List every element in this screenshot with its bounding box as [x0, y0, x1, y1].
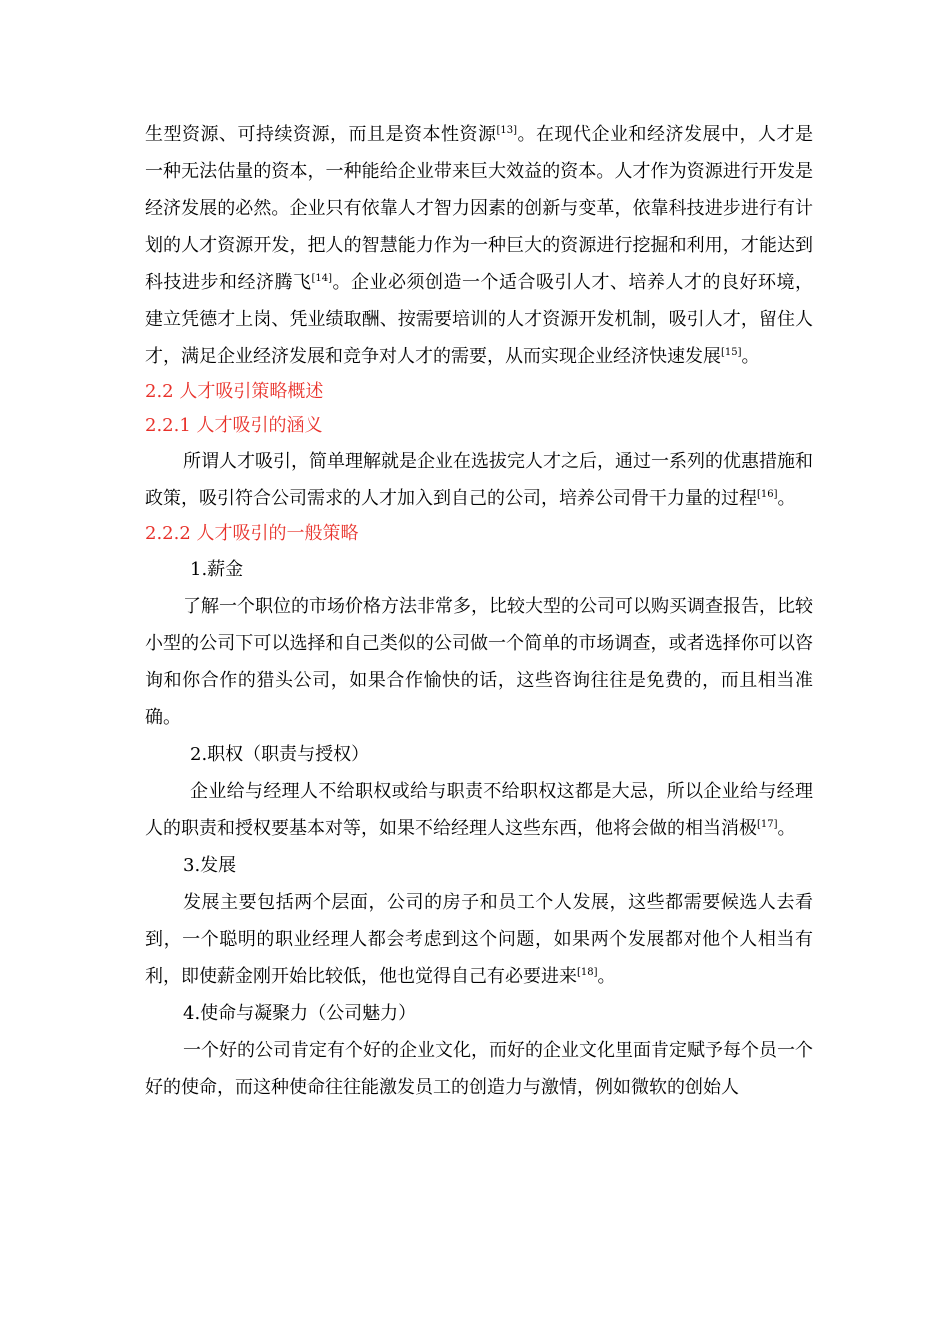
- citation-14: [14]: [311, 273, 333, 284]
- paragraph-text: 企业给与经理人不给职权或给与职责不给职权这都是大忌，所以企业给与经理人的职责和授权要基本对等，如果不给经理人这些东西，他将会做的相当消极: [145, 781, 813, 839]
- section-heading-2-2: 2.2 人才吸引策略概述: [145, 381, 324, 402]
- item-title-development: 3.发展: [183, 855, 237, 876]
- citation-18: [18]: [577, 967, 598, 978]
- paragraph-talent-resource: [145, 116, 813, 375]
- paragraph-definition: [145, 443, 813, 517]
- item-title-authority: 2.职权（职责与授权）: [190, 744, 370, 765]
- paragraph-text: 发展主要包括两个层面，公司的房子和员工个人发展，这些都需要候选人去看到，一个聪明的职业经理人都会考虑到这个问题，如果两个发展都对他个人相当有利，即使薪金刚开始比较低，他也觉得自己有必要进来: [145, 892, 813, 987]
- section-heading-2-2-1: 2.2.1 人才吸引的涵义: [145, 415, 323, 436]
- paragraph-text: 生型资源、可持续资源，而且是资本性资源: [145, 124, 497, 145]
- paragraph-text: 。: [777, 488, 796, 509]
- item-text-development: [145, 884, 813, 995]
- paragraph-text: 。企业必须创造一个适合吸引人才、培养人才的良好环境，建立凭德才上岗、凭业绩取酬、按需要培训的人才资源开发机制，吸引人才，留住人才，满足企业经济发展和竞争对人才的需要，从而实现企业经济快速发展: [145, 272, 814, 367]
- paragraph-text: 所谓人才吸引，简单理解就是企业在选拔完人才之后，通过一系列的优惠措施和政策，吸引符合公司需求的人才加入到自己的公司，培养公司骨干力量的过程: [145, 451, 813, 509]
- citation-17: [17]: [757, 819, 778, 830]
- paragraph-text: 。: [597, 966, 616, 987]
- item-title-salary: 1.薪金: [190, 559, 244, 580]
- paragraph-text: 。: [777, 818, 796, 839]
- document-body: [145, 116, 813, 1106]
- paragraph-text: 。在现代企业和经济发展中，人才是一种无法估量的资本，一种能给企业带来巨大效益的资本。人才作为资源进行开发是经济发展的必然。企业只有依靠人才智力因素的创新与变革，依靠科技进步进行有计划的人才资源开发，把人的智慧能力作为一种巨大的资源进行挖掘和利用，才能达到科技进步和经济腾飞: [145, 124, 813, 293]
- citation-16: [16]: [757, 489, 778, 500]
- citation-15: [15]: [721, 347, 742, 358]
- item-text-salary: 了解一个职位的市场价格方法非常多，比较大型的公司可以购买调查报告，比较小型的公司下可以选择和自己类似的公司做一个简单的市场调查，或者选择你可以咨询和你合作的猎头公司，如果合作愉快的话，这些咨询往往是免费的，而且相当准确。: [145, 596, 813, 728]
- paragraph-text: 。: [741, 346, 760, 367]
- item-text-authority: [145, 773, 813, 847]
- section-heading-2-2-2: 2.2.2 人才吸引的一般策略: [145, 523, 359, 544]
- item-text-mission: 一个好的公司肯定有个好的企业文化，而好的企业文化里面肯定赋予每个员一个好的使命，而这种使命往往能激发员工的创造力与激情，例如微软的创始人: [145, 1040, 813, 1098]
- citation-13: [13]: [496, 125, 518, 136]
- item-title-mission: 4.使命与凝聚力（公司魅力）: [183, 1003, 417, 1024]
